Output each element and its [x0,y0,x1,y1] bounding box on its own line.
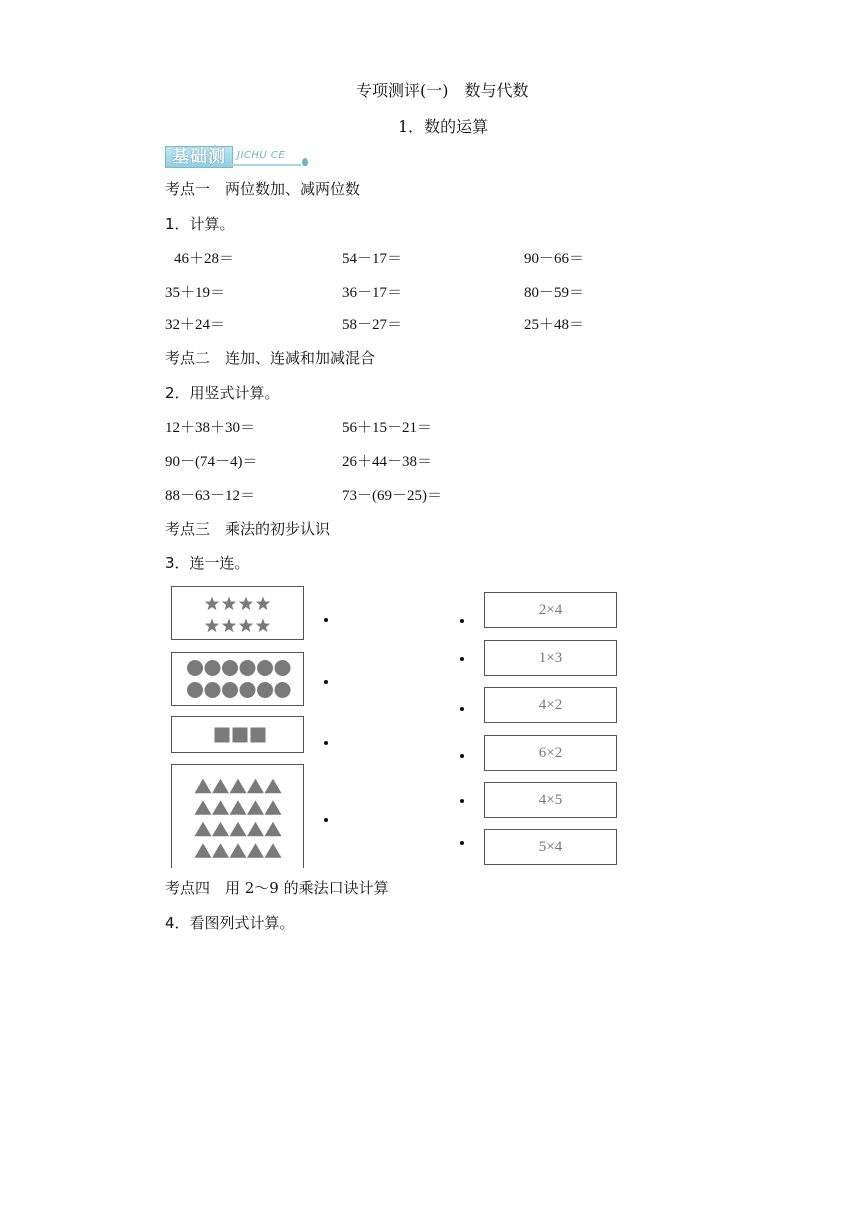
expr-1-5: 36－17＝ [342,285,403,301]
answer-box-5: 4×5 [484,782,617,818]
triangle-shape [230,779,247,793]
answer-box-2: 1×3 [484,640,617,676]
expr-2-2: 56＋15－21＝ [342,420,433,436]
expr-2-4: 26＋44－38＝ [342,454,433,470]
stars-grid [172,587,305,641]
badge-drop-icon [302,158,308,166]
star-shape [205,597,219,611]
triangle-shape [247,779,264,793]
expr-1-8: 58－27＝ [342,317,403,333]
picture-stars [171,586,304,640]
picture-triangles [171,764,304,868]
circle-shape [205,660,221,676]
expr-1-6: 80－59＝ [524,285,585,301]
left-dot-1[interactable] [324,618,328,622]
circle-shape [240,682,256,698]
star-shape [222,597,236,611]
section-subtitle: 1．数的运算 [398,117,489,136]
expr-1-1: 46＋28＝ [174,251,235,267]
star-shape [256,597,270,611]
right-dot-5[interactable] [460,799,464,803]
square-shape [233,728,248,743]
left-dot-2[interactable] [324,680,328,684]
page-title: 专项测评(一) 数与代数 [356,81,529,100]
right-dot-2[interactable] [460,657,464,661]
triangle-shape [212,822,229,836]
circle-shape [257,682,273,698]
expr-2-1: 12＋38＋30＝ [165,420,256,436]
question-3: 3．连一连。 [165,554,250,572]
right-dot-4[interactable] [460,754,464,758]
section3-heading: 考点三 乘法的初步认识 [165,520,331,538]
expr-1-4: 35＋19＝ [165,285,226,301]
question-4: 4．看图列式计算。 [165,914,295,932]
triangle-shape [230,822,247,836]
square-shape [251,728,266,743]
circle-shape [275,660,291,676]
triangle-shape [212,843,229,857]
question-1: 1．计算。 [165,215,235,233]
left-dot-3[interactable] [324,741,328,745]
star-shape [239,619,253,633]
expr-1-2: 54－17＝ [342,251,403,267]
star-shape [239,597,253,611]
expr-1-7: 32＋24＝ [165,317,226,333]
expr-2-5: 88－63－12＝ [165,488,256,504]
triangle-shape [247,822,264,836]
triangle-shape [212,779,229,793]
circle-shape [222,660,238,676]
triangle-shape [247,843,264,857]
answer-box-1: 2×4 [484,592,617,628]
triangle-shape [247,800,264,814]
star-shape [205,619,219,633]
right-dot-1[interactable] [460,619,464,623]
circle-shape [187,682,203,698]
expr-2-3: 90－(74－4)＝ [165,454,258,470]
section2-heading: 考点二 连加、连减和加减混合 [165,349,376,367]
expr-1-3: 90－66＝ [524,251,585,267]
picture-circles [171,652,304,706]
triangles-grid [172,765,305,869]
triangle-shape [195,779,212,793]
jichu-ce-badge [165,146,307,168]
circle-shape [240,660,256,676]
circle-shape [222,682,238,698]
section1-heading: 考点一 两位数加、减两位数 [165,180,361,198]
picture-squares [171,716,304,753]
triangle-shape [265,822,282,836]
badge-sublabel: JICHU CE [237,150,286,161]
circle-shape [205,682,221,698]
question-2: 2．用竖式计算。 [165,384,280,402]
star-shape [256,619,270,633]
left-dot-4[interactable] [324,818,328,822]
section4-heading: 考点四 用 2～9 的乘法口诀计算 [165,879,389,897]
circle-shape [275,682,291,698]
triangle-shape [265,779,282,793]
expr-2-6: 73－(69－25)＝ [342,488,442,504]
answer-box-4: 6×2 [484,735,617,771]
answer-box-3: 4×2 [484,687,617,723]
circles-grid [172,653,305,707]
triangle-shape [212,800,229,814]
triangle-shape [265,843,282,857]
triangle-shape [230,800,247,814]
circle-shape [257,660,273,676]
circle-shape [187,660,203,676]
triangle-shape [195,822,212,836]
right-dot-3[interactable] [460,707,464,711]
expr-1-9: 25＋48＝ [524,317,585,333]
triangle-shape [195,800,212,814]
triangle-shape [195,843,212,857]
star-shape [222,619,236,633]
right-dot-6[interactable] [460,841,464,845]
triangle-shape [230,843,247,857]
square-shape [215,728,230,743]
answer-box-6: 5×4 [484,829,617,865]
triangle-shape [265,800,282,814]
squares-grid [172,717,305,754]
badge-underline [231,164,301,166]
badge-label: 基础测 [165,146,233,168]
